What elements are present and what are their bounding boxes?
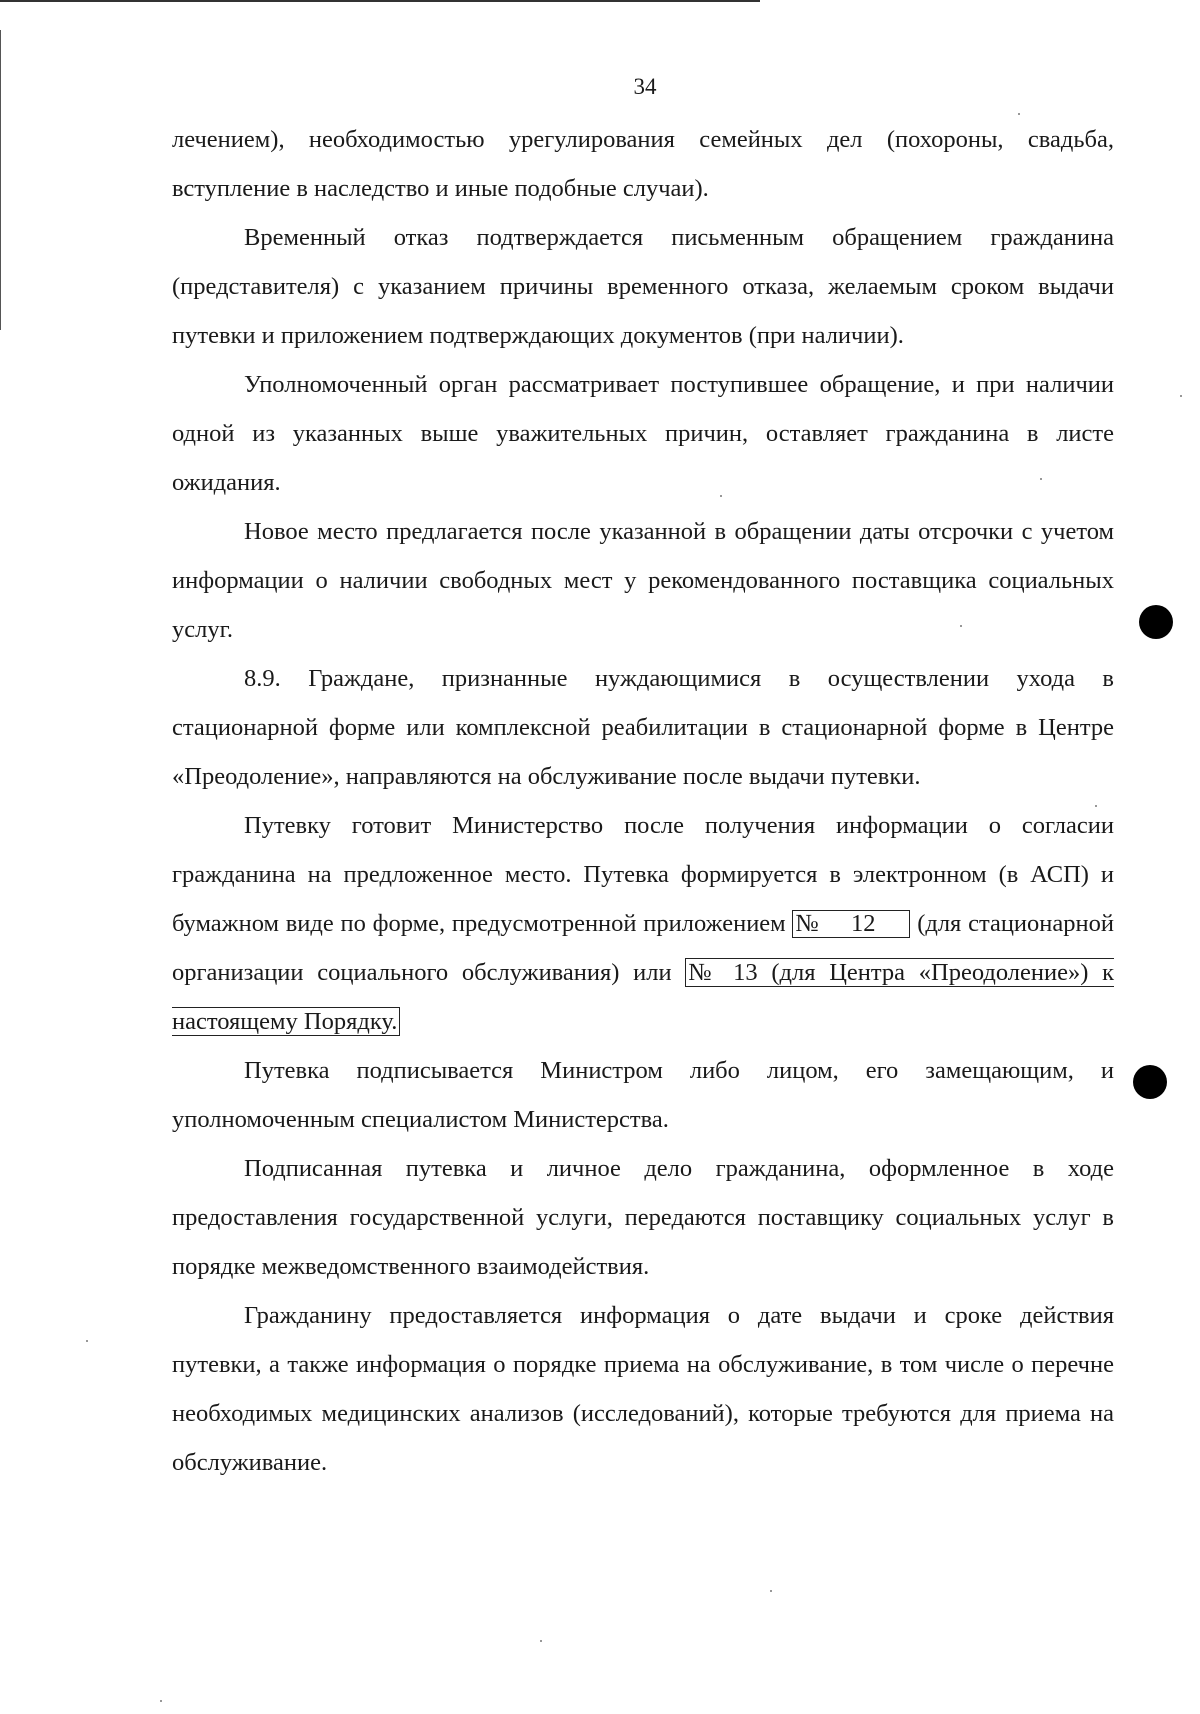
- scan-top-edge: [0, 0, 760, 2]
- appendix-13-link[interactable]: № 13 (для Центра «Преодоление») к настоящему Порядку.: [172, 959, 1115, 1035]
- voucher-text-start: Путевку готовит Министерство после получения информации о согласии гражданина на предложенное место. Путевка формируется в электронном (в АСП) и бумажном виде по форме, предусмотренной приложением: [172, 812, 1114, 937]
- scan-speck: [720, 495, 722, 497]
- scan-speck: [1180, 395, 1182, 397]
- paragraph-voucher-preparation: [172, 801, 1114, 1046]
- binder-hole-upper: [1139, 605, 1173, 639]
- paragraph-temporary-refusal: Временный отказ подтверждается письменным обращением гражданина (представителя) с указанием причины временного отказа, желаемым сроком выдачи путевки и приложением подтверждающих документов (при наличии).: [172, 224, 1114, 349]
- scan-speck: [160, 1700, 162, 1702]
- page-number: 34: [633, 74, 657, 99]
- paragraph-8-9: 8.9. Граждане, признанные нуждающимися в осуществлении ухода в стационарной форме или комплексной реабилитации в стационарной форме в Центре «Преодоление», направляются на обслуживание после выдачи путевки.: [172, 665, 1114, 790]
- appendix-12-link[interactable]: № 12: [792, 910, 910, 938]
- scan-speck: [1095, 805, 1097, 807]
- scan-speck: [1040, 478, 1042, 480]
- scan-speck: [540, 1640, 542, 1642]
- voucher-text-middle: (для стационарной организации социального обслуживания) или: [172, 910, 1115, 986]
- scan-speck: [960, 625, 962, 627]
- scan-speck: [1018, 113, 1020, 115]
- paragraph-authority-review: Уполномоченный орган рассматривает поступившее обращение, и при наличии одной из указанных выше уважительных причин, оставляет гражданина в листе ожидания.: [172, 371, 1114, 496]
- document-body: [172, 115, 1114, 1487]
- paragraph-citizen-info: Гражданину предоставляется информация о дате выдачи и сроке действия путевки, а также информация о порядке приема на обслуживание, в том числе о перечне необходимых медицинских анализов (исследований), которые требуются для приема на обслуживание.: [172, 1302, 1114, 1476]
- paragraph-new-place: Новое место предлагается после указанной в обращении даты отсрочки с учетом информации о наличии свободных мест у рекомендованного поставщика социальных услуг.: [172, 518, 1114, 643]
- paragraph-continuation: лечением), необходимостью урегулирования семейных дел (похороны, свадьба, вступление в наследство и иные подобные случаи).: [172, 126, 1114, 202]
- scan-speck: [86, 1340, 88, 1342]
- paragraph-voucher-signing: Путевка подписывается Министром либо лицом, его замещающим, и уполномоченным специалистом Министерства.: [172, 1057, 1114, 1133]
- scan-speck: [770, 1590, 772, 1592]
- paragraph-voucher-transfer: Подписанная путевка и личное дело гражданина, оформленное в ходе предоставления государственной услуги, передаются поставщику социальных услуг в порядке межведомственного взаимодействия.: [172, 1155, 1114, 1280]
- binder-hole-lower: [1133, 1065, 1167, 1099]
